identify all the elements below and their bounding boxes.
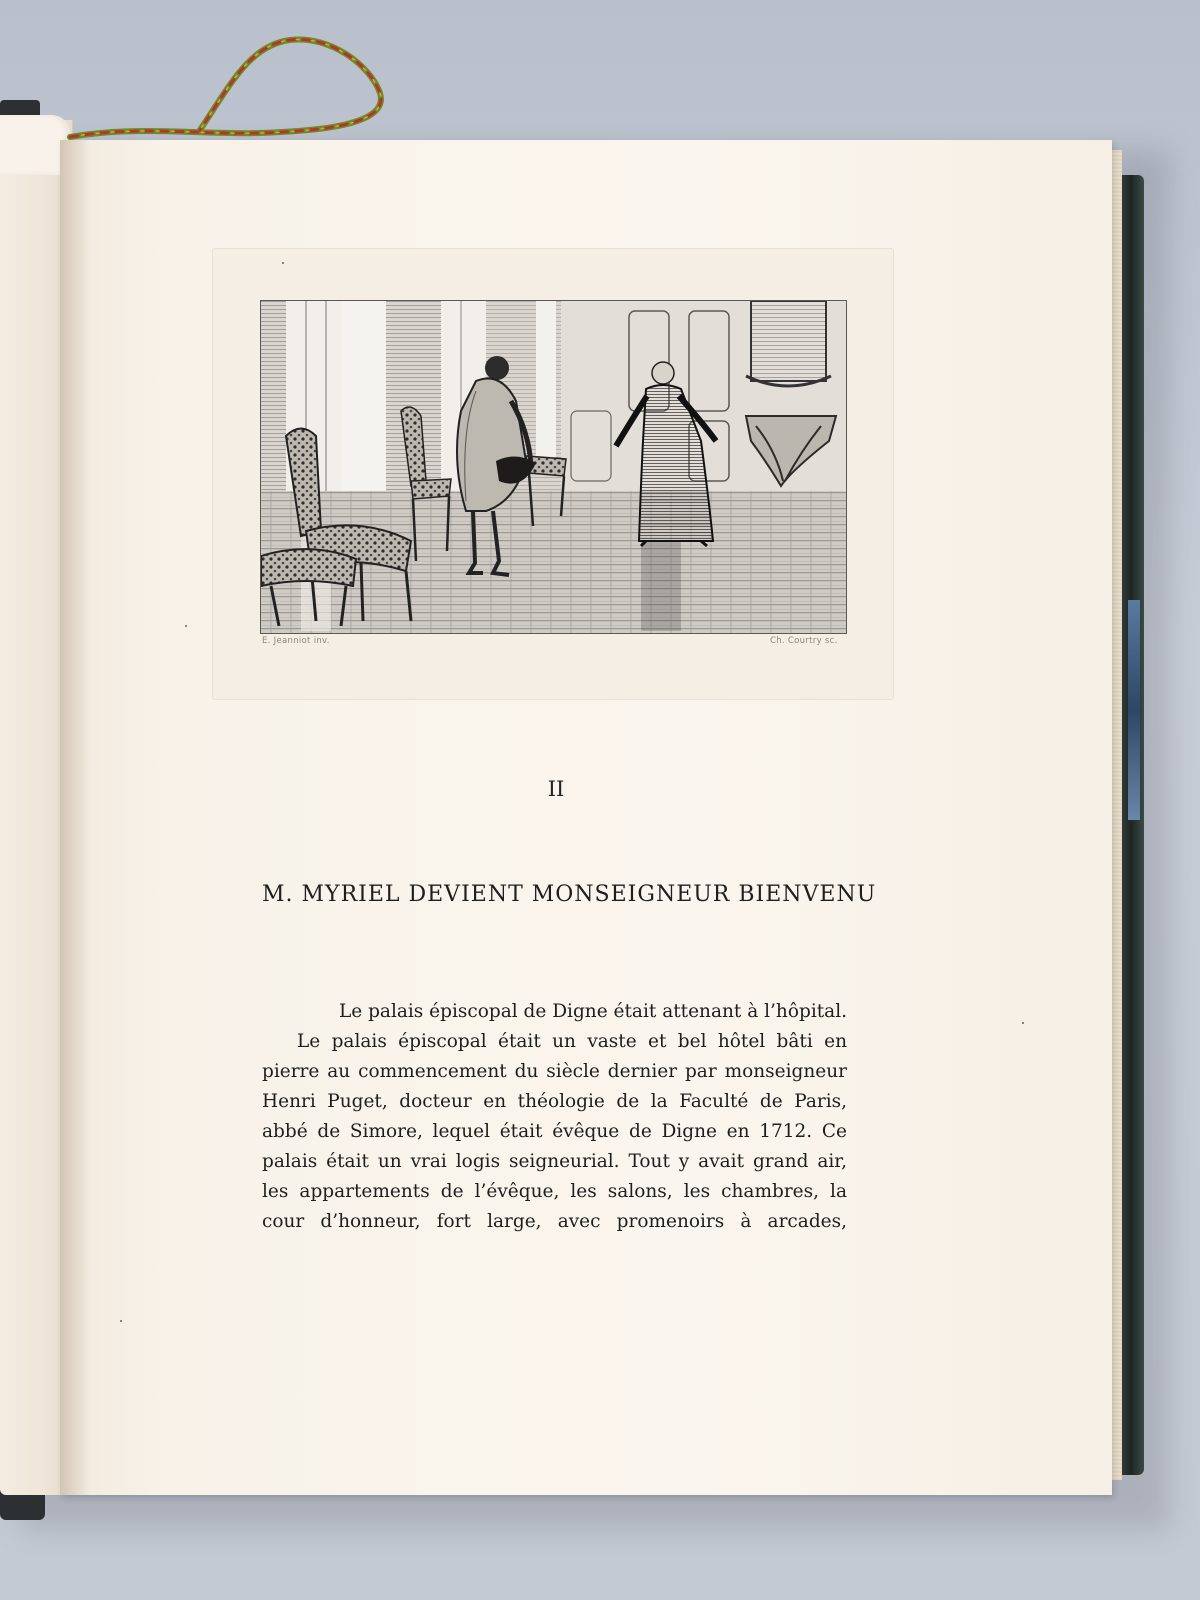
engraving-credit-left: E. Jeanniot inv. <box>262 636 330 646</box>
chapter-title: M. MYRIEL DEVIENT MONSEIGNEUR BIENVENU <box>262 882 877 907</box>
paper-speck <box>120 1320 122 1322</box>
engraving-credit-right: Ch. Courtry sc. <box>770 636 838 646</box>
paragraph: Le palais épiscopal de Digne était attenant à l’hôpital. <box>338 1001 847 1022</box>
paper-speck <box>282 262 284 264</box>
bookmark-ribbon <box>60 25 400 155</box>
paper-speck <box>185 625 187 627</box>
paper-speck <box>1022 1022 1024 1024</box>
chapter-number: II <box>547 777 565 801</box>
body-text <box>262 997 847 1237</box>
marbled-cover-patch <box>1128 600 1140 820</box>
paragraph: Le palais épiscopal était un vaste et bel hôtel bâti en pierre au commencement du siècle dernier par monseigneur Henri Puget, docteur en théologie de la Faculté de Paris, abbé de Simore, lequel était évêque de Digne en 1712. Ce palais était un vrai logis seigneurial. Tout y avait grand air, les appartements de l’évêque, les salons, les chambres, la cour d’honneur, fort large, avec promenoirs à arcades, <box>262 1031 847 1232</box>
page-gutter-shadow <box>60 140 90 1495</box>
engraving-illustration <box>260 300 847 634</box>
